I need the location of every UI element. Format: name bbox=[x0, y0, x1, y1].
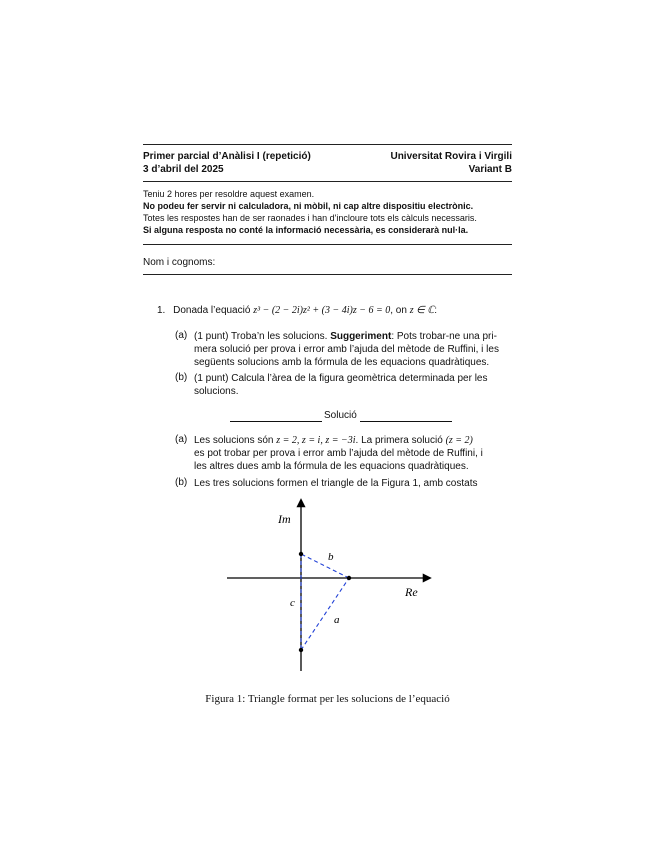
side-a-label: a bbox=[334, 614, 340, 626]
solution-a-mid: . La primera solució bbox=[355, 435, 443, 446]
solution-rule-left bbox=[230, 421, 322, 422]
triangle-figure bbox=[200, 496, 460, 686]
solution-roots: z = 2, z = i, z = −3i bbox=[276, 435, 356, 446]
instructions-rule bbox=[143, 244, 512, 245]
solution-title: Solució bbox=[324, 410, 357, 421]
problem-intro: Donada l’equació bbox=[173, 305, 251, 316]
hint-label: Suggeriment bbox=[330, 331, 392, 342]
part-b-line2: solucions. bbox=[194, 386, 239, 397]
side-b-label: b bbox=[328, 551, 334, 563]
part-a-hint: : Pots trobar-ne una pri- bbox=[391, 331, 497, 342]
solution-a-intro: Les solucions són bbox=[194, 435, 274, 446]
solution-b-label: (b) bbox=[175, 477, 188, 488]
triangle-sides bbox=[301, 554, 349, 650]
name-rule bbox=[143, 274, 512, 275]
header-bottom-rule bbox=[143, 181, 512, 182]
solution-rule-right bbox=[360, 421, 452, 422]
solution-heading bbox=[230, 410, 453, 424]
exam-variant: Variant B bbox=[468, 164, 512, 175]
side-a-line bbox=[301, 578, 349, 650]
name-field-label: Nom i cognoms: bbox=[143, 257, 216, 268]
university-name: Universitat Rovira i Virgili bbox=[390, 151, 512, 162]
main-equation: z³ − (2 − 2i)z² + (3 − 4i)z − 6 = 0 bbox=[253, 305, 391, 316]
real-axis-label: Re bbox=[405, 585, 418, 599]
solution-a-label: (a) bbox=[175, 434, 188, 445]
side-c-label: c bbox=[290, 597, 295, 609]
part-a-line1 bbox=[194, 330, 497, 343]
instruction-reasoning: Totes les respostes han de ser raonades i han d'incloure tots els càlculs necessaris. bbox=[143, 213, 477, 223]
root-point bbox=[299, 648, 303, 652]
equation-domain: z ∈ ℂ bbox=[409, 305, 435, 316]
part-b-label: (b) bbox=[175, 372, 188, 383]
figure-caption: Figura 1: Triangle format per les solucions de l’equació bbox=[205, 693, 450, 705]
solution-a-line2: es pot trobar per prova i error amb l’ajuda del mètode de Ruffini, i bbox=[194, 448, 483, 459]
header-top-rule bbox=[143, 144, 512, 145]
solution-a-line3: les altres dues amb la fórmula de les equacions quadràtiques. bbox=[194, 461, 469, 472]
instruction-time: Teniu 2 hores per resoldre aquest examen. bbox=[143, 189, 315, 199]
imaginary-axis-label: Im bbox=[278, 512, 291, 526]
problem-intro-mid: , on bbox=[390, 305, 407, 316]
exam-date: 3 d’abril del 2025 bbox=[143, 164, 224, 175]
part-a-line3: següents solucions amb la fórmula de les equacions quadràtiques. bbox=[194, 357, 490, 368]
root-points bbox=[299, 552, 351, 652]
root-point bbox=[347, 576, 351, 580]
exam-title: Primer parcial d’Anàlisi I (repetició) bbox=[143, 151, 311, 162]
first-root: (z = 2) bbox=[445, 435, 473, 446]
solution-b-line1: Les tres solucions formen el triangle de la Figura 1, amb costats bbox=[194, 478, 478, 489]
problem-intro-end: : bbox=[434, 305, 438, 316]
part-a-label: (a) bbox=[175, 330, 188, 341]
part-b-line1: (1 punt) Calcula l’àrea de la figura geomètrica determinada per les bbox=[194, 373, 488, 384]
problem-number: 1. bbox=[157, 305, 166, 316]
instruction-devices: No podeu fer servir ni calculadora, ni mòbil, ni cap altre dispositiu electrònic. bbox=[143, 201, 474, 211]
part-a-text: (1 punt) Troba’n les solucions. bbox=[194, 331, 328, 342]
part-a-line2: mera solució per prova i error amb l’ajuda del mètode de Ruffini, i les bbox=[194, 344, 499, 355]
side-b-line bbox=[301, 554, 349, 578]
problem-statement bbox=[157, 304, 437, 317]
root-point bbox=[299, 552, 303, 556]
solution-a-line1 bbox=[194, 434, 473, 447]
instruction-null: Si alguna resposta no conté la informació necessària, es considerarà nul·la. bbox=[143, 225, 469, 235]
